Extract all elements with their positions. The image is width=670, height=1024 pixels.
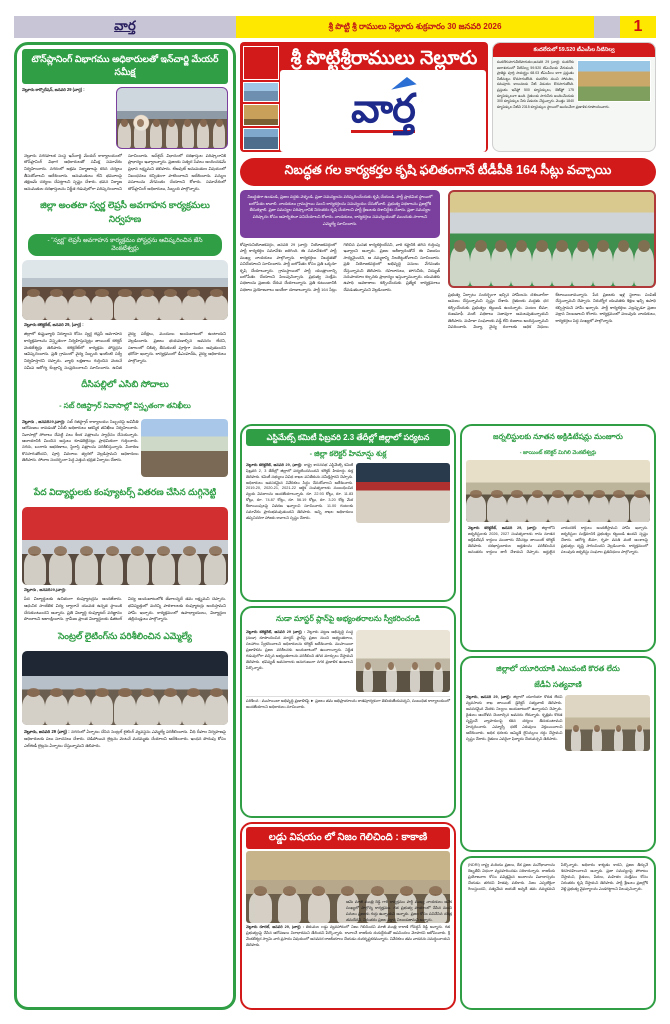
reservoir-headline: కందలేరులో 59.520 టీఎంసీల నీటినిల్వ bbox=[493, 43, 655, 57]
left-story-1-headline: టౌన్‌ప్లానింగ్ విభాగము అధికారులతో ఇన్‌చార్జి మేయర్ సమీక్ష bbox=[22, 49, 228, 84]
accreditation-subhead: - జాయింట్ కలెక్టర్ మిగిలి వెంకటేశ్వర్లు bbox=[519, 449, 597, 456]
card-journalist-accreditation bbox=[460, 424, 656, 652]
lead-purple-lede: నిబద్ధతగా ఉండండి, ప్రజల వద్దకు వెళ్ళండి. ప్రజా సమస్యలను పరిష్కరించేందుకు కృషి చేయండి. పార్టీ ప్రాథమిక స్థాయిలో బలోపేతం కావాలి. నాయకులు గ్రామస్థాయి నుంచి కార్యకర్తలను సమన్వయం చేసుకోవాలి. ప్రభుత్వ పథకాలను ప్రజల్లోకి తీసుకెళ్లాలి. ప్రజా సమస్యల పరిష్కారానికి నిరంతరం కృషి చేయాలని పార్టీ శ్రేణులకు దిశానిర్దేశం చేశారు. ప్రజా సమస్యల పరిష్కారం కోసం అహర్నిశలూ పనిచేయాలని కోరారు. నాయకులు, కార్యకర్తలు సమన్వయంతో ముందుకు సాగాలని ఎమ్మెల్యే సూచించారు. bbox=[240, 190, 440, 238]
lead-body-col3: ప్రభుత్వ ఏర్పాటు సందర్భంగా ఇచ్చిన హామీలను దశలవారీగా అమలు చేస్తున్నామని స్పష్టం చేశారు. రైతులకు మద్దతు ధర కల్పించేందుకు ప్రభుత్వం కట్టుబడి ఉందన్నారు. పంటల బీమా, రుణమాఫీ వంటి పథకాలు సజావుగా అమలవుతున్నాయని తెలిపారు. మహిళా సంఘాలకు వడ్డీ లేని రుణాలు అందిస్తున్నామని వివరించారు. విద్యా, వైద్య రంగాలకు అధిక నిధులు కేటాయించామన్నారు. bbox=[448, 292, 589, 329]
reservoir-body: కందలేరుసాగునీటిపారుదల,జనవరి 29 (వార్త): కందలేరు జలాశయంలో నీటినిల్వ 59.520 టీఎంసీలకు చేరుకుంది. ప్రాజెక్టు పూర్తి సామర్థ్యం 68.03 టీఎంసీలు కాగా ప్రస్తుతం నీటిమట్టం కొనసాగుతోంది. కందలేరు నుంచి సోమశిల, కనుపూరు కాలువలకు నీటి విడుదల కొనసాగుతోంది. ప్రస్తుతం ఇన్‌ఫ్లో 500 క్యూసెక్కులు, ఔట్‌ఫ్లో 175 క్యూసెక్కులుగా ఉంది. రైతులకు సాగునీరు అందించేందుకు 300 క్యూసెక్కుల నీరు విడుదల చేస్తున్నారు. మొత్తం 1840 క్యూసెక్కుల నీటిని 2315 క్యూసెక్కుల స్థాయిలో అందించేలా ప్రణాళిక రూపొందించారు. bbox=[497, 60, 610, 109]
left-story-3-photo bbox=[141, 419, 228, 477]
lead-body-col2: పార్టీ 164 సీట్లు గెలిచిన ఘనత కార్యకర్తలదేనని, వారి కష్టానికి తగిన గుర్తింపు ఇవ్వాలని అన్నారు. ప్రజల ఆశీర్వాదంతోనే ఈ విజయం సాధ్యమైందని, ఆ నమ్మకాన్ని నిలబెట్టుకోవాలని సూచించారు. ప్రతి నియోజకవర్గంలో అభివృద్ధి పనులు వేగవంతం చేస్తున్నామని తెలిపారు. రహదారులు, తాగునీరు, విద్యుత్ సదుపాయాల కల్పనకు ప్రాధాన్యం ఇస్తున్నామన్నారు. యువతకు ఉపాధి అవకాశాలు కల్పించేందుకు ప్రత్యేక కార్యక్రమాలు చేపడుతున్నామని వెల్లడించారు. bbox=[313, 242, 440, 292]
nuda-body: నెల్లూరు పట్టణ అభివృద్ధి సంస్థ (నుడా) రూపొందించిన మాస్టర్ ప్లాన్‌పై ప్రజల నుంచి అభ్యంతరాలు, సలహాలు స్వీకరించాలని అధికారులను కలెక్టర్ ఆదేశించారు. ముసాయిదా ప్రణాళికను ప్రజల పరిశీలనకు అందుబాటులో ఉంచాలన్నారు. నిర్ణీత గడువులోగా వచ్చిన అభ్యంతరాలను పరిశీలించి తగిన మార్పులు చేస్తామని తెలిపారు. భవిష్యత్ అవసరాలకు అనుగుణంగా నగర ప్రణాళిక ఉండాలని పేర్కొన్నారు. bbox=[246, 629, 354, 670]
accreditation-body-wrap bbox=[466, 524, 650, 556]
estimates-photo bbox=[356, 463, 450, 523]
top-right-news-box bbox=[492, 42, 656, 152]
masthead-logo-area bbox=[280, 70, 486, 152]
masthead bbox=[240, 42, 488, 152]
lead-headline-banner: నిబద్ధత గల కార్యకర్తల కృషి ఫలితంగానే టీడీపీకి 164 సీట్లు వచ్చాయి bbox=[240, 158, 656, 186]
left-story-2-headline: జిల్లా అంతటా స్వర్ణ లెప్రసీ అవగాహన కార్యక్రమలు నిర్వహణ bbox=[22, 194, 228, 231]
left-story-5-body bbox=[22, 727, 228, 751]
top-bar-spacer bbox=[594, 16, 620, 38]
bottom-col3: అధికారం శాశ్వతం కాదని, ప్రజల తీర్పునే శిరసావహించాలని అన్నారు. ప్రజా సమస్యలపై పోరాటం చేస్తామని, రైతులు, పేదలు, మహిళల సంక్షేమం కోసం నిరంతరం కృషి చేస్తామని తెలిపారు. పార్టీ శ్రేణులు ప్రజల్లోకి వెళ్లి ప్రభుత్వ వైఫల్యాలను ఎండగట్టాలని పిలుపునిచ్చారు. bbox=[561, 863, 648, 892]
reservoir-photo bbox=[577, 60, 651, 102]
left-story-3-subhead: - సబ్ రిజిస్ట్రార్ నివాసాల్లో విస్తృతంగా తనిఖీలు bbox=[22, 400, 228, 416]
left-story-4-byline: నెల్లూరు , జనవరి29,(వార్త): bbox=[24, 587, 67, 593]
temple-photo bbox=[243, 104, 279, 126]
estimates-subhead: - జిల్లా కలెక్టర్ హిమాన్షు శుక్ల bbox=[246, 448, 450, 460]
nameplate-small: వార్త bbox=[114, 17, 136, 33]
laddu-byline: నెల్లూరు రూరల్, జనవరి 29, (వార్త) : bbox=[246, 925, 304, 929]
founder-portrait bbox=[243, 46, 279, 80]
urea-headline: జిల్లాలో యూరియాకి ఎటువంటి కొరత లేదు bbox=[466, 661, 650, 678]
bottom-col1: ఆమె మాజీ మంత్రి రెడ్డి గారి కార్యక్రమం పార్టీ ముఖ్య నాయకులు అనేక సంఖ్యలో పాల్గొన్న కార్యక్రమం. గత ప్రభుత్వ హయాంలో చేసిన మంచి పనులు ప్రజలకు గుర్తు ఉన్నాయని అన్నారు. ప్రజల కోసం పనిచేసిన చరిత్ర తమదేనని, నిరంతరం ప్రజల పక్షాన నిలబడతామని అన్నారు. bbox=[346, 900, 452, 922]
accreditation-byline: నెల్లూరు కలెక్టరేట్, జనవరి 29, (వార్త): bbox=[468, 525, 538, 530]
nuda-note: పరిశీలన : ముసాయిదా అభివృద్ధి ప్రణాళికపై ► ప్రజలు తమ అభిప్రాయాలను రాతపూర్వకంగా తెలియజేయవచ్చని, సంబంధిత కార్యాలయంలో అందజేయాలని అధికారులు సూచించారు. bbox=[246, 696, 450, 711]
left-story-1-byline: నెల్లూరు కార్పొరేషన్, జనవరి 29 (వార్త) : bbox=[22, 86, 85, 92]
estimates-headline: ఎస్టిమేట్స్ కమిటీ ఫిబ్రవరి 2.3 తేదీల్లో జిల్లాలో పర్యటన bbox=[246, 429, 450, 446]
accreditation-body: జిల్లాలోని జర్నలిస్టులకు 2026, 2027 సంవత్సరాలకు గాను నూతన అక్రిడిటేషన్ కార్డులు మంజూరు చేసినట్లు జాయింట్ కలెక్టర్ తెలిపారు. దరఖాస్తుదారుల అర్హతలను పరిశీలించిన అనంతరం కార్డులు జారీ చేశామని చెప్పారు. అర్హులైన వారందరికీ కార్డులు అందజేస్తామని హామీ ఇచ్చారు. జర్నలిస్టుల సంక్షేమానికి ప్రభుత్వం కట్టుబడి ఉందని స్పష్టం చేశారు. ఆరోగ్య బీమా, గృహ వసతి వంటి అంశాలపై ప్రభుత్వం దృష్టి సారించిందని వెల్లడించారు. కార్యక్రమంలో పలువురు జర్నలిస్టు సంఘాల ప్రతినిధులు పాల్గొన్నారు. bbox=[468, 525, 648, 554]
urea-byline: నెల్లూరు, జనవరి 29, (వార్త): bbox=[466, 695, 511, 700]
left-story-3-byline: నెల్లూరు , జనవరి29,(వార్త): bbox=[22, 418, 66, 424]
estimates-byline: నెల్లూరు కలెక్టరేట్, జనవరి 29, (వార్త): bbox=[246, 462, 303, 467]
bottom-continuation-body bbox=[466, 861, 650, 893]
lead-body-col4: పేద ప్రజలకు ఇళ్ల స్థలాలు పంపిణీ చేస్తున్నామని చెప్పారు. నిరుద్యోగ యువతకు శిక్షణ ఇచ్చి ఉపాధి కల్పిస్తామని హామీ ఇచ్చారు. పార్టీ కార్యకర్తలు ఎల్లప్పుడూ ప్రజల పక్షాన నిలబడాలని కోరారు. కార్యక్రమంలో పలువురు నాయకులు, కార్యకర్తలు పెద్ద సంఖ్యలో పాల్గొన్నారు. bbox=[555, 292, 656, 323]
lead-body-col1: కోవూరునియోజకవర్గం, జనవరి 29 (వార్త): నియోజకవర్గంలో పార్టీ కార్యకర్తల సమావేశం జరిగింది. ఈ సమావేశంలో పార్టీ ముఖ్య నాయకులు పాల్గొన్నారు. కార్యకర్తలు నిబద్ధతతో పనిచేయాలని సూచించారు. పార్టీ బలోపేతం కోసం ప్రతి ఒక్కరూ కృషి చేయాలన్నారు. గ్రామస్థాయిలో పార్టీ యంత్రాంగాన్ని బలోపేతం చేయాలని పిలుపునిచ్చారు. ప్రభుత్వ సంక్షేమ పథకాలను ప్రజలకు చేరువ చేయాలన్నారు. ప్రతి కుటుంబానికి పథకాల ప్రయోజనాలు అందేలా చూడాలన్నారు. bbox=[240, 242, 337, 292]
date-line: శ్రీ పొట్టి శ్రీ రాములు నెల్లూరు శుక్రవారం 30 జనవరి 2026 bbox=[236, 16, 594, 38]
lead-body-left bbox=[240, 242, 440, 414]
left-story-5-byline: నెల్లూరు, జనవరి 29 (వార్త) : bbox=[24, 729, 70, 735]
left-story-1-body: నెల్లూరు నగరపాలక సంస్థ ఇన్‌చార్జి మేయర్ కార్యాలయంలో టౌన్‌ప్లానింగ్ విభాగ అధికారులతో సమీక్ష సమావేశం నిర్వహించారు. నగరంలో అక్రమ నిర్మాణాలపై కఠిన చర్యలు తీసుకోవాలని ఆదేశించారు. అనుమతులు లేని భవనాలపై తక్షణమే చర్యలు చేపట్టాలని స్పష్టం చేశారు. భవన నిర్మాణ అనుమతుల దరఖాస్తులను నిర్ణీత గడువులోగా పరిష్కరించాలని సూచించారు. ఆన్‌లైన్ విధానంలో దరఖాస్తుల పరిష్కారానికి ప్రాధాన్యం ఇవ్వాలన్నారు. ప్రజలకు సత్వర సేవలు అందించడమే ప్రధాన లక్ష్యమని తెలిపారు. లేఅవుట్ అనుమతుల విషయంలో నిబంధనలు కచ్చితంగా పాటించాలని ఆదేశించారు. పన్నుల వసూలును వేగవంతం చేయాలని కోరారు. సమావేశంలో టౌన్‌ప్లానింగ్ అధికారులు, సిబ్బంది పాల్గొన్నారు. bbox=[24, 152, 226, 191]
urea-photo bbox=[565, 695, 650, 751]
bottom-col2: (NDRI) రాష్ట్ర మరియు ప్రజలు, దేశ ప్రజల మనోభావాలను దెబ్బతీసే విధంగా వ్యవహరించడం సరికాదన్నారు. రాజకీయ ప్రయోజనాల కోసం పవిత్రమైన అంశాలను వివాదాస్పదం చేయడం తగదని హితవు పలికారు. నిజం ఎప్పటికైనా గెలుస్తుందని, సత్యమేవ జయతే అన్నదే తమ నమ్మకమని పేర్కొన్నారు. bbox=[468, 863, 579, 892]
left-story-5-text: నగరంలో ఏర్పాటు చేసిన సెంట్రల్ లైటింగ్ వ్యవస్థను ఎమ్మెల్యే పరిశీలించారు. వీధి దీపాల నిర్వహణపై అధికారులకు పలు సూచనలు చేశారు. చెడిపోయిన లైట్లను వెంటనే మరమ్మతు చేయాలని ఆదేశించారు. ఇంధన పొదుపు కోసం ఎల్ఈడీ లైట్లను ఏర్పాటు చేస్తున్నామని తెలిపారు. bbox=[24, 729, 227, 748]
left-story-4-photo bbox=[22, 507, 228, 585]
urea-subhead: జేడీఏ సత్యవాణి bbox=[466, 680, 650, 694]
laddu-body: తిరుమల లడ్డు వ్యవహారంలో నిజం గెలిచిందని మాజీ మంత్రి కాకాణి గోవర్ధన్ రెడ్డి అన్నారు. గత ప్రభుత్వంపై చేసిన ఆరోపణలు నిరాధారమని తేలిందని పేర్కొన్నారు. కావాలనే రాజకీయ దురుద్దేశంతో అపనిందలు మోపారని ఆరోపించారు. శ్రీ వేంకటేశ్వర స్వామి వారి ప్రసాదం విషయంలో అనవసర రాజకీయాలు చేయడం దురదృష్టకరమన్నారు. నివేదికలు తమ వాదనను సమర్థించాయని తెలిపారు. bbox=[246, 925, 450, 947]
estimates-body: రాష్ట్ర శాసనసభ ఎస్టిమేట్స్ కమిటీ ఫిబ్రవరి 2, 3 తేదీల్లో జిల్లాలో పర్యటించనుందని కలెక్టర్ హిమాన్షు శుక్ల తెలిపారు. కమిటీ సభ్యులు వివిధ శాఖల పనితీరును సమీక్షిస్తారని చెప్పారు. అధికారులు అవసరమైన నివేదికలు సిద్ధం చేసుకోవాలని ఆదేశించారు. 2019-20, 2020-21, 2021-22 ఆర్థిక సంవత్సరాలకు సంబంధించిన వ్యయ వివరాలను అందజేయాలన్నారు. రూ. 22.93 కోట్లు, రూ. 11.83 కోట్లు, రూ. 74.87 కోట్లు, రూ. 56.19 కోట్లు, రూ. 3.20 కోట్ల మేర కేటాయింపులపై వివరణ ఇవ్వాలని సూచించారు. 11.00 గంటలకు సమావేశం ప్రారంభమవుతుందని తెలిపారు. అన్ని శాఖల అధికారులు తప్పనిసరిగా హాజరు కావాలని స్పష్టం చేశారు. bbox=[246, 462, 354, 521]
reservoir-body-wrap bbox=[493, 57, 655, 113]
accreditation-photo bbox=[466, 460, 650, 522]
left-story-5-photo bbox=[22, 651, 228, 725]
left-story-2-body: జిల్లాలో కుష్టువ్యాధి నిర్మూలన కోసం స్వర్ణ లెప్రసీ అవగాహన కార్యక్రమాలను విస్తృతంగా నిర్వహిస్తున్నట్లు జాయింట్ కలెక్టర్ వెంకటేశ్వర్లు తెలిపారు. కలెక్టరేట్‌లో కార్యక్రమ పోస్టర్లను ఆవిష్కరించారు. ప్రతి గ్రామంలో వైద్య సిబ్బంది ఇంటింటి సర్వే నిర్వహిస్తారని చెప్పారు. వ్యాధి లక్షణాలు గుర్తించిన వెంటనే సమీప ఆరోగ్య కేంద్రాన్ని సంప్రదించాలని సూచించారు. ఉచిత వైద్య పరీక్షలు, మందులు అందుబాటులో ఉంటాయని వెల్లడించారు. ప్రజలు భయపడాల్సిన అవసరం లేదని, సకాలంలో చికిత్స తీసుకుంటే పూర్తిగా నయం అవుతుందని భరోసా ఇచ్చారు. కార్యక్రమంలో డీఎంహెచ్ఓ, వైద్య అధికారులు పాల్గొన్నారు. bbox=[24, 331, 226, 370]
top-bar bbox=[14, 16, 656, 38]
card-estimates-committee bbox=[240, 424, 456, 602]
lead-story-body bbox=[240, 242, 656, 414]
left-story-5-headline: సెంట్రల్ లైటింగ్‌ను పరిశీలించిన ఎమ్మెల్యే bbox=[22, 625, 228, 649]
accreditation-headline: జర్నలిస్టులకు నూతన అక్రిడిటేషన్లు మంజూరు bbox=[466, 429, 650, 446]
left-story-3-body: సబ్ రిజిస్ట్రార్ కార్యాలయం సిబ్బందిపై అవినీతి ఆరోపణలు రావడంతో ఏసీబీ అధికారులు ఆకస్మిక తనిఖీలు నిర్వహించారు. నివాసాల్లో సోదాలు చేపట్టి పలు కీలక పత్రాలను స్వాధీనం చేసుకున్నారు. ఆదాయానికి మించిన ఆస్తులు కూడబెట్టినట్లు ప్రాథమికంగా గుర్తించారు. నగదు, బంగారు ఆభరణాలు, స్థిరాస్తి పత్రాలను పరిశీలిస్తున్నారు. విచారణ కొనసాగుతోందని, పూర్తి వివరాలు త్వరలో వెల్లడిస్తామని అధికారులు తెలిపారు. సోదాల సందర్భంగా పెద్ద ఎత్తున భద్రత ఏర్పాటు చేశారు. bbox=[22, 418, 139, 463]
bottom-continuation bbox=[460, 856, 656, 1010]
urea-body: జిల్లాలో యూరియా కొరత లేదని వ్యవసాయ శాఖ జాయింట్ డైరెక్టర్ సత్యవాణి తెలిపారు. అవసరమైన మేరకు నిల్వలు అందుబాటులో ఉన్నాయని చెప్పారు. రైతులు ఆందోళన చెందాల్సిన అవసరం లేదన్నారు. కృత్రిమ కొరత సృష్టించే వ్యాపారులపై కఠిన చర్యలు తీసుకుంటామని హెచ్చరించారు. ఎమ్మార్పీ ధరకే ఎరువులు విక్రయించాలని ఆదేశించారు. అధిక ధరలకు అమ్మితే లైసెన్సులు రద్దు చేస్తామని స్పష్టం చేశారు. రైతులు ఎవరైనా ఫిర్యాదు చేయవచ్చని తెలిపారు. bbox=[466, 695, 563, 742]
nuda-headline: నుడా మాస్టర్ ప్లాన్‌పై అభ్యంతరాలను స్వీకరించండి bbox=[246, 611, 450, 628]
bridge-photo bbox=[243, 82, 279, 102]
card-nuda-masterplan bbox=[240, 606, 456, 818]
masthead-logo: వార్త bbox=[351, 87, 415, 131]
left-story-4-body: పేద విద్యార్థులకు ఉచితంగా కంప్యూటర్లను అందజేశారు. ఆధునిక సాంకేతిక విద్య ద్వారానే యువత ఉన్నత స్థాయికి చేరుకుంటుందని అన్నారు. ప్రతి విద్యార్థి కంప్యూటర్ పరిజ్ఞానం పొందాలని ఆకాంక్షించారు. గ్రామీణ ప్రాంత విద్యార్థులకు డిజిటల్ విద్య అందుబాటులోకి తేవాలన్నదే తమ లక్ష్యమని చెప్పారు. భవిష్యత్తులో మరిన్ని పాఠశాలలకు కంప్యూటర్లు అందిస్తామని హామీ ఇచ్చారు. కార్యక్రమంలో ఉపాధ్యాయులు, విద్యార్థుల తల్లిదండ్రులు పాల్గొన్నారు. bbox=[24, 596, 226, 622]
lead-body-right bbox=[448, 292, 656, 414]
left-column bbox=[14, 42, 236, 1010]
left-story-2-byline: నెల్లూరు కలెక్టరేట్, జనవరి 29, (వార్త) : bbox=[24, 322, 84, 328]
masthead-title: శ్రీ పొట్టిశ్రీరాములు నెల్లూరు bbox=[290, 48, 478, 69]
left-story-4-headline: పేద విద్యార్థులకు కంప్యూటర్స్ వితరణ చేసిన దుగ్గినెట్టి bbox=[22, 481, 228, 505]
left-story-3-headline: దీసిపల్లిలో ఎసిబి సోదాలు bbox=[22, 373, 228, 397]
left-story-1-photo bbox=[116, 87, 228, 149]
nuda-byline: నెల్లూరు కలెక్టరేట్, జనవరి 29 (వార్త) : bbox=[246, 629, 305, 634]
nuda-photo bbox=[356, 630, 450, 692]
port-photo bbox=[243, 128, 279, 150]
left-story-2-subhead: - "స్వర్ణ" లెప్రసీ అవగాహన కార్యక్రమం పోస్టర్లను ఆవిష్కరించిన జేసి వెంకటేశ్వర్లు bbox=[28, 234, 222, 256]
laddu-headline: లడ్డు విషయం లో నిజం గెలిచింది : కాకాణి bbox=[246, 827, 450, 849]
card-urea-supply bbox=[460, 656, 656, 852]
left-story-2-photo bbox=[22, 260, 228, 320]
page-number: 1 bbox=[620, 16, 656, 38]
